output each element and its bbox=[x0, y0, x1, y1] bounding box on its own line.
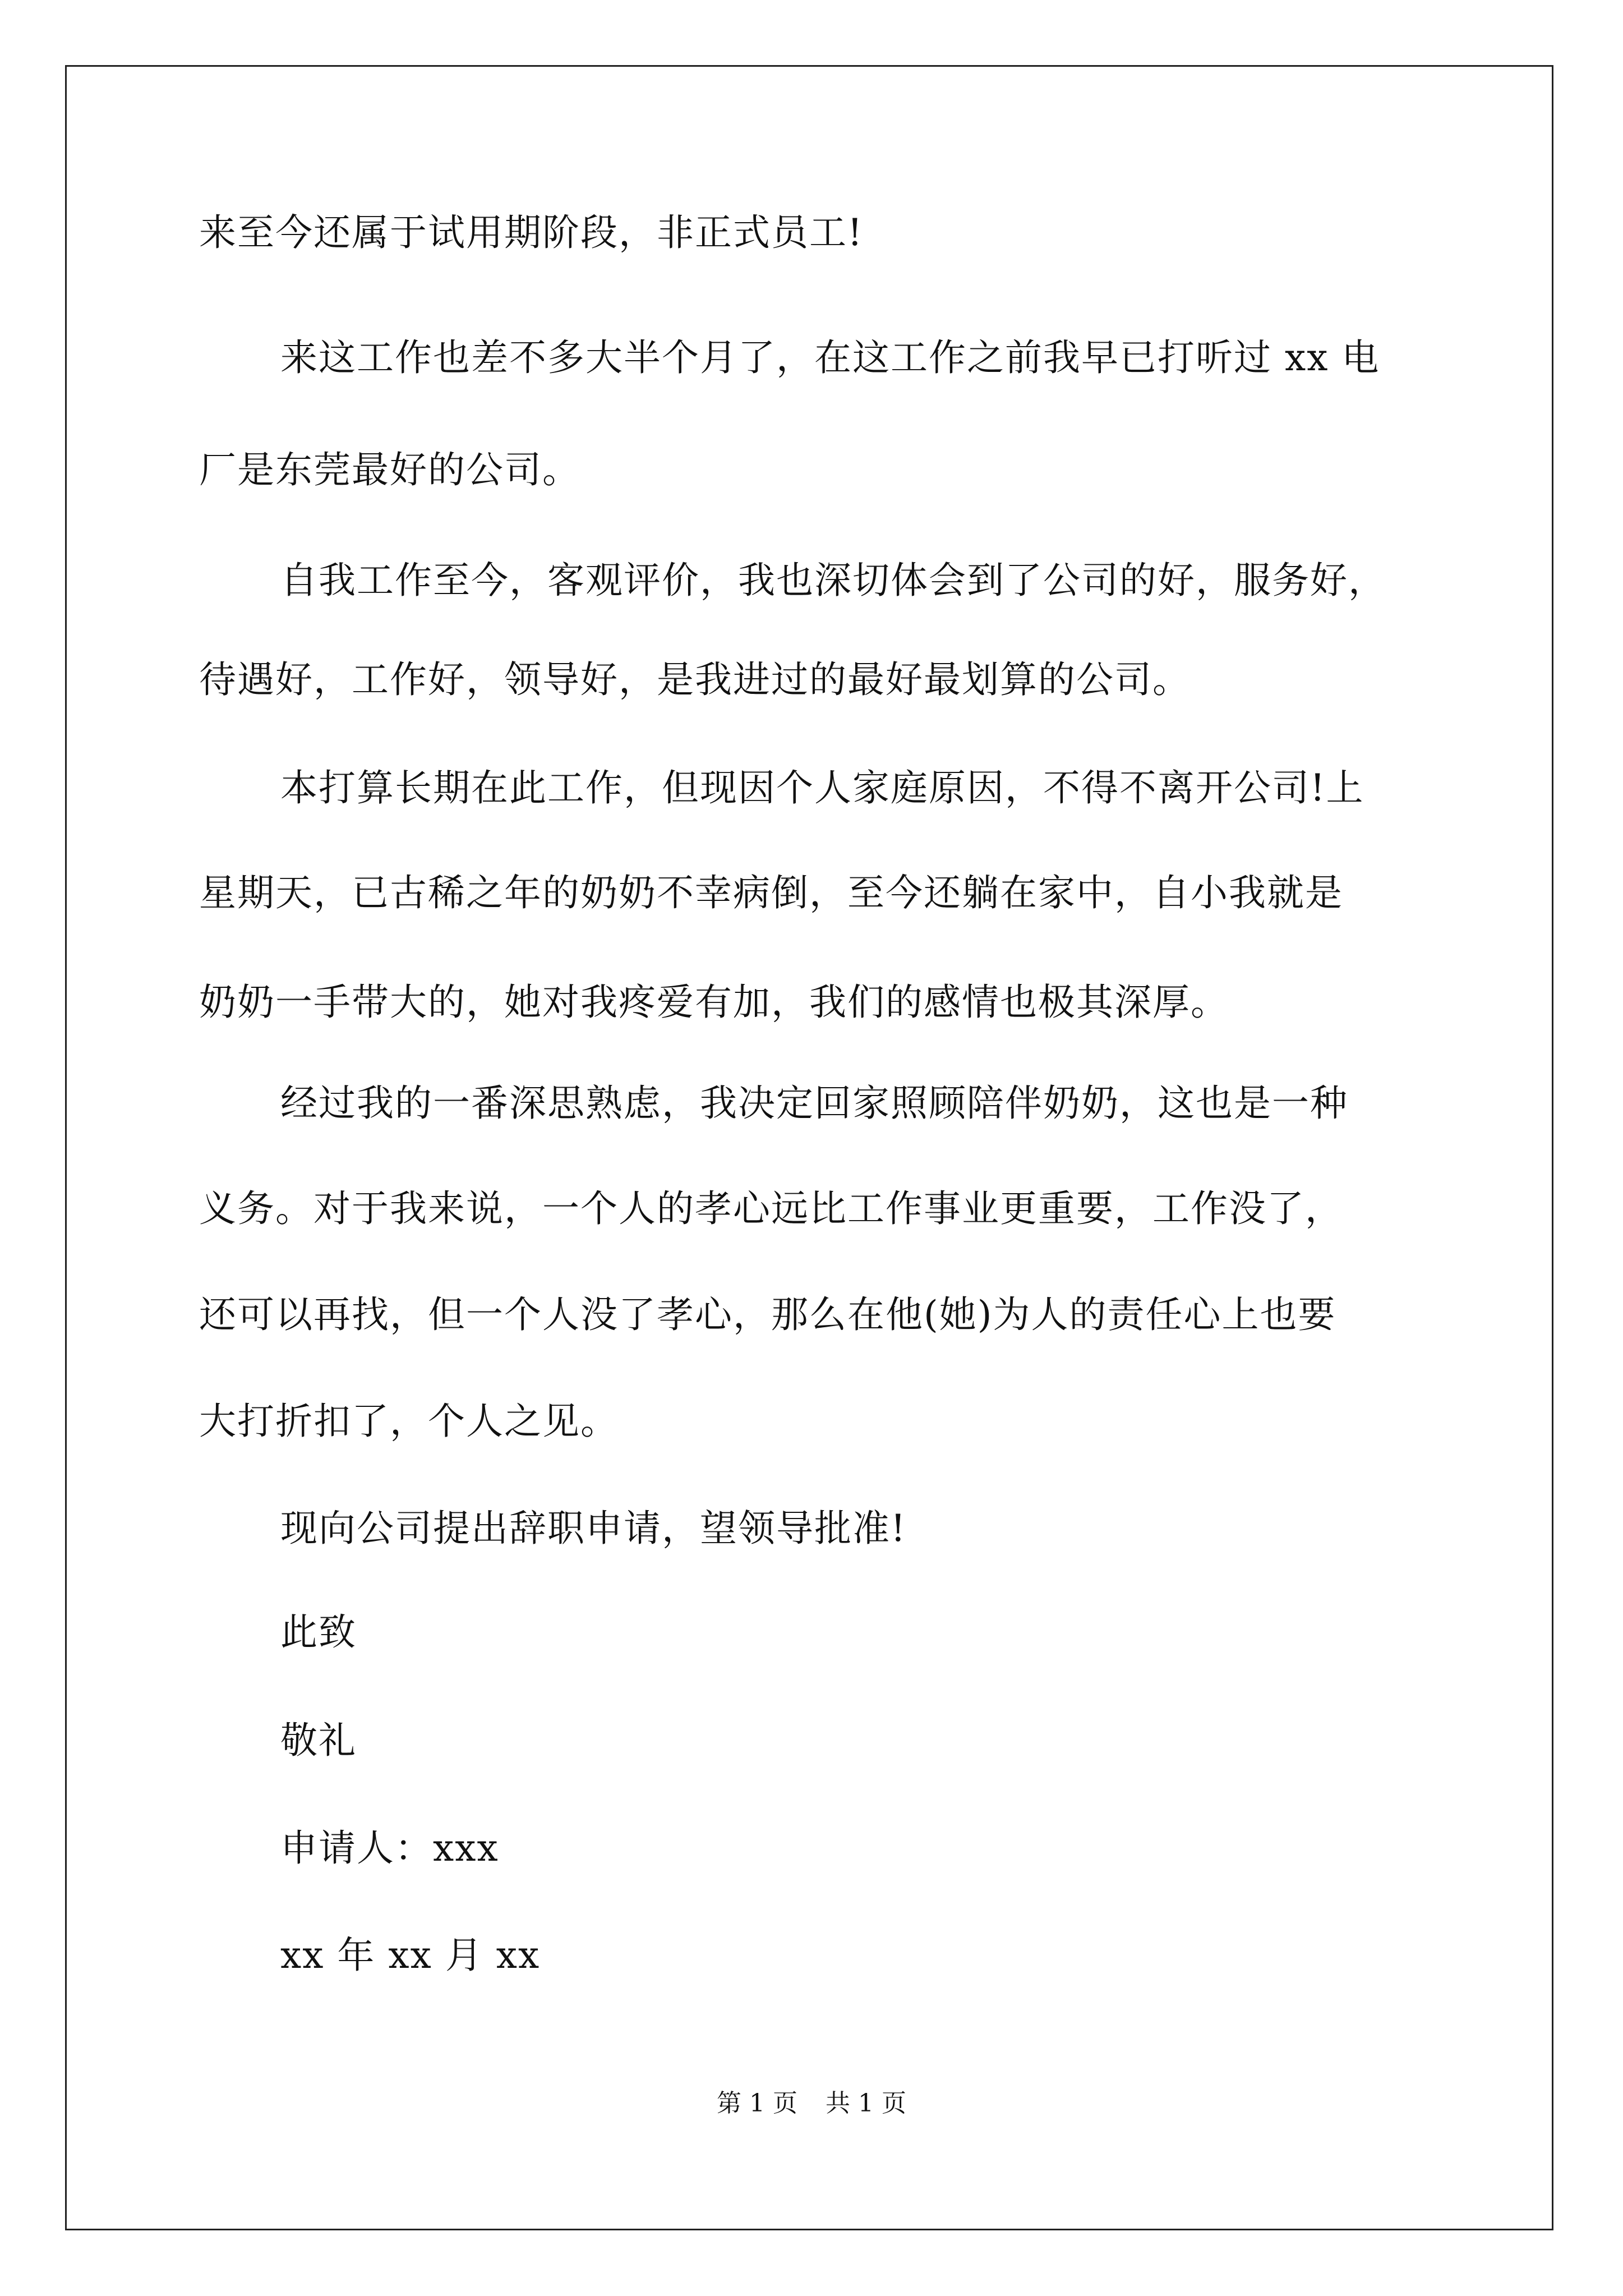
applicant-line: 申请人：xxx bbox=[280, 1826, 499, 1870]
body-line-3: 厂是东莞最好的公司。 bbox=[199, 448, 580, 491]
closing-respect: 敬礼 bbox=[280, 1719, 357, 1762]
page-total: 共 1 页 bbox=[826, 2089, 906, 2118]
body-line-9: 经过我的一番深思熟虑，我决定回家照顾陪伴奶奶，这也是一种 bbox=[280, 1082, 1348, 1125]
closing-salutation: 此致 bbox=[280, 1611, 357, 1654]
body-line-4: 自我工作至今，客观评价，我也深切体会到了公司的好，服务好， bbox=[280, 559, 1386, 602]
body-line-2: 来这工作也差不多大半个月了，在这工作之前我早已打听过 xx 电 bbox=[280, 336, 1380, 379]
date-line: xx 年 xx 月 xx bbox=[280, 1934, 541, 1977]
page-border bbox=[65, 65, 1553, 2230]
body-line-11: 还可以再找，但一个人没了孝心，那么在他(她)为人的责任心上也要 bbox=[199, 1293, 1336, 1336]
page-number: 第 1 页 bbox=[717, 2089, 797, 2118]
body-line-10: 义务。对于我来说，一个人的孝心远比工作事业更重要，工作没了， bbox=[199, 1187, 1343, 1230]
body-line-5: 待遇好，工作好，领导好，是我进过的最好最划算的公司。 bbox=[199, 658, 1191, 701]
body-line-8: 奶奶一手带大的，她对我疼爱有加，我们的感情也极其深厚。 bbox=[199, 981, 1229, 1024]
body-line-1: 来至今还属于试用期阶段，非正式员工! bbox=[199, 211, 864, 254]
body-line-6: 本打算长期在此工作，但现因个人家庭原因，不得不离开公司!上 bbox=[280, 766, 1364, 809]
body-line-7: 星期天，已古稀之年的奶奶不幸病倒，至今还躺在家中，自小我就是 bbox=[199, 871, 1343, 914]
body-line-13: 现向公司提出辞职申请，望领导批准! bbox=[280, 1507, 907, 1550]
body-line-12: 大打折扣了，个人之见。 bbox=[199, 1400, 619, 1443]
page-footer bbox=[0, 2087, 1623, 2120]
